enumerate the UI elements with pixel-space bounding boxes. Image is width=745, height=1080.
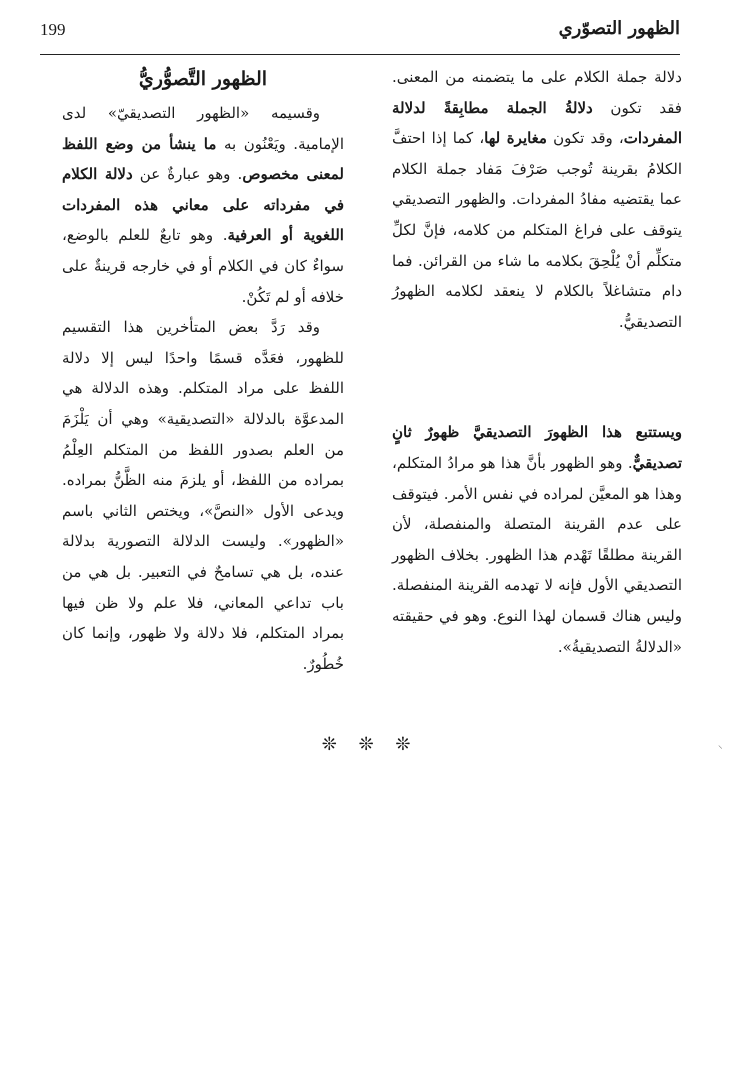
text-run: ، وقد تكون <box>546 129 624 148</box>
text-run: دلالة جملة الكلام على ما يتضمنه من المعنى. فقد تكون <box>392 68 682 117</box>
bold-phrase: ويستتبع هذا الظهورَ التصديقيَّ ظهورٌ ثانٍ تصديقيٌّ <box>392 423 682 472</box>
paragraph <box>392 417 682 662</box>
text-run: ، كما إذا احتفَّ الكلامُ بقرينة تُوجب صَرْفَ مَفاد جملة الكلام عما يقتضيه مفادُ المفردات. والظهور التصديقي يتوقف على فراغ المتكلم من كلامه، فإنَّ لكلِّ متكلِّم أنْ يُلْحِقَ بكلامه ما شاء من القرائن. فما دام متشاغلاً بالكلام لا ينعقد لكلامه الظهورُ التصديقيُّ. <box>392 129 682 331</box>
right-column <box>392 62 682 662</box>
paragraph: وقد رَدَّ بعض المتأخرين هذا التقسيم للظهور، فعَدَّه قسمًا واحدًا ليس إلا دلالة اللفظ على مراد المتكلم. وهذه الدلالة هي المدعوَّة بالدلالة «التصديقية» وهي أن يَلْزَمَ من العلم بصدور اللفظ من المتكلم العِلْمُ بمراده من اللفظ، أو يلزمَ منه الظَّنُّ بمراده. ويدعى الأول «النصَّ»، ويختص الثاني باسم «الظهور». وليست الدلالة التصورية بدلالة عنده، بل هي تسامحٌ في التعبير. بل هي من باب تداعي المعاني، فلا علم ولا ظن فيها بمراد المتكلم، فلا دلالة ولا ظهور، وإنما كان خُطُورٌ. <box>62 318 344 673</box>
text-run: . وهو عبارةٌ عن <box>132 165 243 184</box>
bold-phrase: ما ينشأ من وضع اللفظ لمعنى مخصوص <box>62 134 344 184</box>
margin-mark: ⸜ <box>718 741 723 751</box>
text-run: . وهو الظهور بأنَّ هذا هو مرادُ المتكلم، وهذا هو المعيَّن لمراده في نفس الأمر. فيتوقف على عدم القرينة المتصلة والمنفصلة، لأن القرينة مطلقًا تَهْدم هذا الظهور. بخلاف الظهور التصديقي الأول فإنه لا تهدمه القرينة المنفصلة. وليس هناك قسمان لهذا النوع. وهو في حقيقته «الدلالةُ التصديقيةُ». <box>392 453 682 656</box>
left-column <box>62 62 344 679</box>
text-run: . وهو تابعٌ للعلم بالوضع، سواءٌ كان في الكلام أو في خارجه قرينةٌ على خلافه أو لم تَكُنْ. <box>62 226 344 306</box>
page-header <box>40 16 680 55</box>
bold-phrase: مغايرة لها <box>484 129 547 148</box>
section-separator: ❊ ❊ ❊ <box>321 734 419 755</box>
running-title: الظهور التصوّري <box>558 18 680 39</box>
paragraph <box>392 62 682 337</box>
section-title: الظهور التَّصوُّريُّ <box>138 68 268 90</box>
text-run: وقسيمه «الظهور التصديقيّ» لدى الإمامية. ويَعْنُون به <box>62 104 344 153</box>
paragraph-gap <box>392 337 682 417</box>
paragraph <box>62 98 344 312</box>
bold-phrase: دلالة الكلام في مفرداته على معاني هذه المفردات اللغوية أو العرفية <box>62 165 344 245</box>
page-number: 199 <box>40 20 66 39</box>
bold-phrase: دلالةُ الجملة مطابِقةً لدلالة المفردات <box>392 98 682 148</box>
